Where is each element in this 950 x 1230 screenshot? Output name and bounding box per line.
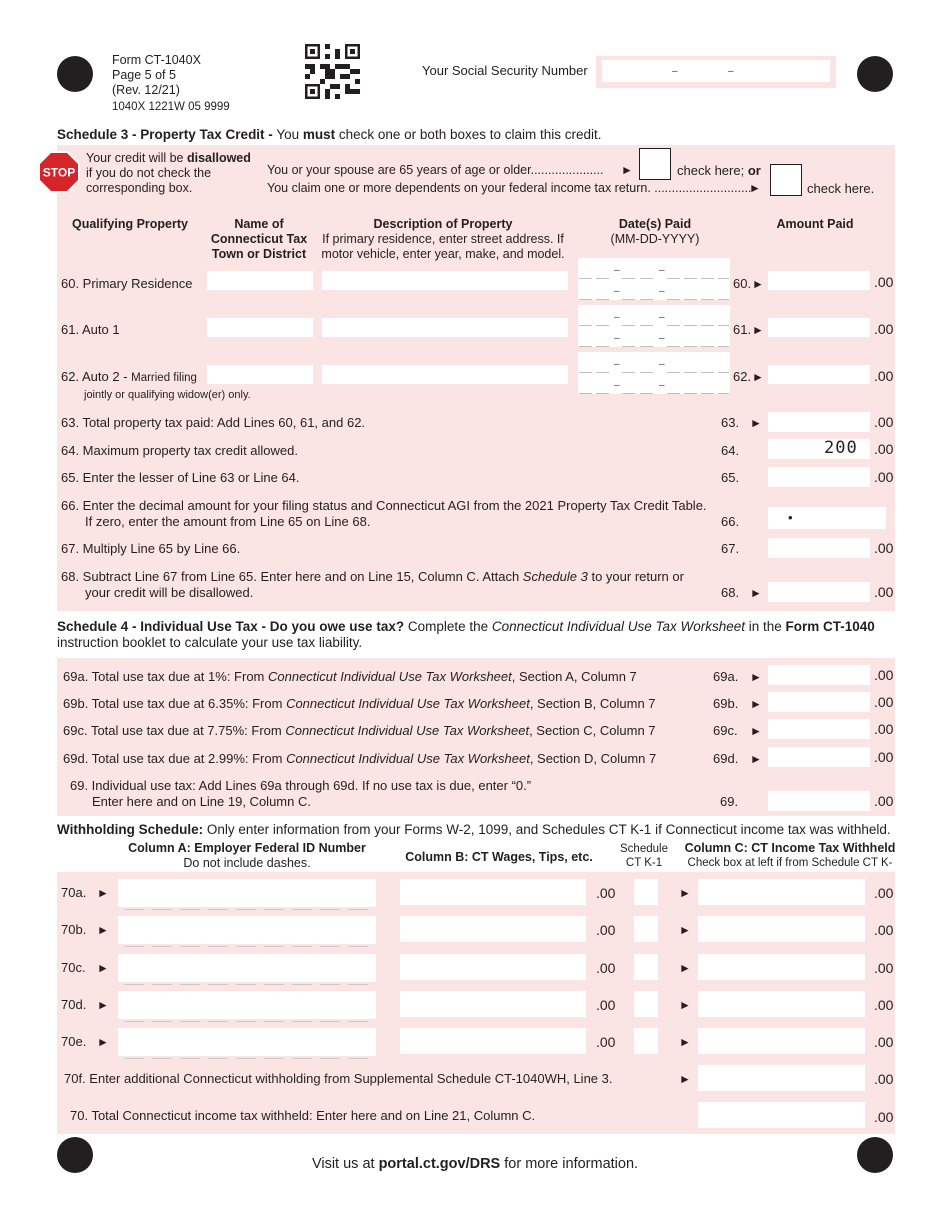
arrow-icon: ► [97,961,109,975]
ssn-separator: – [728,66,734,77]
digit-guide [348,946,368,947]
digit-guide [292,984,312,985]
digit-guide [124,946,144,947]
line-69-label-1: 69. Individual use tax: Add Lines 69a through 69d. If no use tax is due, enter “0.” [70,778,532,793]
line-61-label: 61. Auto 1 [61,322,120,337]
date-digit-guide [596,346,609,347]
line-69d-input[interactable] [768,747,870,767]
digit-guide [124,1058,144,1059]
date-digit-guide [667,393,680,394]
date-separator: – [614,359,620,370]
line-66-ref: 66. [721,514,740,529]
line-70a-wages-input[interactable] [400,879,586,905]
arrow-icon: ► [679,923,691,937]
arrow-icon: ► [750,752,762,766]
line-68-cents: .00 [874,584,894,600]
line-69b-label: 69b. Total use tax due at 6.35%: From Connecticut Individual Use Tax Worksheet, Section B, Column 7 [63,696,656,711]
line-70a-employer-id-input[interactable] [118,879,376,907]
line-69c-ref: 69c. [713,723,738,738]
line-61-town-input[interactable] [207,318,313,337]
date-digit-guide [684,393,697,394]
line-62-cents: .00 [874,368,894,384]
col-c-header: Column C: CT Income Tax Withheld Check box at left if from Schedule CT K- [684,841,896,869]
line-69-cents: .00 [874,793,894,809]
footer-text: Visit us at portal.ct.gov/DRS for more information. [311,1156,639,1172]
check1-after: check here; or [677,163,761,178]
date-digit-guide [701,278,714,279]
date-digit-guide [579,393,592,394]
digit-guide [180,984,200,985]
line-70a-withheld-cents: .00 [874,885,894,901]
col-description: Description of Property If primary residence, enter street address. If motor vehicle, enter year, make, and model. [321,217,565,261]
digit-guide [152,946,172,947]
col-a-header: Column A: Employer Federal ID Number Do not include dashes. [128,841,366,870]
date-digit-guide [667,299,680,300]
line-65-ref: 65. [721,470,740,485]
line-69c-input[interactable] [768,719,870,739]
date-digit-guide [667,372,680,373]
line-70d-k1-checkbox[interactable] [634,991,658,1017]
check2-text: You claim one or more dependents on your federal income tax return. ............................ [267,181,752,195]
footer-link[interactable]: portal.ct.gov/DRS [378,1156,501,1172]
date-digit-guide [596,325,609,326]
date-digit-guide [667,325,680,326]
date-digit-guide [596,372,609,373]
digit-guide [348,909,368,910]
line-70b-k1-checkbox[interactable] [634,916,658,942]
line-68-ref: 68. [721,585,740,600]
digit-guide [320,1021,340,1022]
line-63-input[interactable] [768,412,870,432]
line-69a-input[interactable] [768,665,870,685]
digit-guide [236,1021,256,1022]
line-70c-withheld-input[interactable] [698,954,865,980]
date-digit-guide [684,278,697,279]
line-70-label: 70. Total Connecticut income tax withheld: Enter here and on Line 21, Column C. [70,1108,536,1123]
digit-guide [292,946,312,947]
date-digit-guide [640,372,653,373]
schedule3-title: Schedule 3 - Property Tax Credit - You must check one or both boxes to claim this credit. [57,127,602,142]
line-69d-label: 69d. Total use tax due at 2.99%: From Connecticut Individual Use Tax Worksheet, Section D, Column 7 [63,751,657,766]
line-69c-cents: .00 [874,721,894,737]
col-schedule-k1-header: Schedule CT K-1 [620,843,668,869]
date-digit-guide [701,325,714,326]
arrow-icon: ► [97,886,109,900]
line-70c-k1-checkbox[interactable] [634,954,658,980]
ssn-label: Your Social Security Number [422,63,588,78]
date-digit-guide [701,393,714,394]
line-70-cents: .00 [874,1109,894,1125]
date-digit-guide [622,346,635,347]
line-60-cents: .00 [874,274,894,290]
digit-guide [208,946,228,947]
line-70d-wages-cents: .00 [596,997,616,1013]
stop-warning-line1: Your credit will be disallowed [86,151,251,165]
line-65-input[interactable] [768,467,870,487]
date-digit-guide [684,299,697,300]
date-digit-guide [579,325,592,326]
digit-guide [180,1021,200,1022]
arrow-icon: ► [749,181,761,195]
line-70a-k1-checkbox[interactable] [634,879,658,905]
digit-guide [208,909,228,910]
line-70b-ref: 70b. [61,922,87,937]
line-70c-wages-cents: .00 [596,960,616,976]
line-60-label: 60. Primary Residence [61,276,193,291]
date-digit-guide [718,393,729,394]
line-70-input[interactable] [698,1102,865,1128]
line-62-description-input[interactable] [322,365,568,384]
date-digit-guide [640,325,653,326]
digit-guide [236,1058,256,1059]
line-62-amount-input[interactable] [768,365,870,384]
digit-guide [124,1021,144,1022]
arrow-icon: ► [750,416,762,430]
arrow-icon: ► [679,998,691,1012]
line-60-town-input[interactable] [207,271,313,290]
date-digit-guide [596,299,609,300]
date-digit-guide [684,346,697,347]
page-number: Page 5 of 5 [112,68,176,82]
line-68-label-2: your credit will be disallowed. [85,585,254,600]
line-64-cents: .00 [874,441,894,457]
col-amount-paid: Amount Paid [776,217,854,231]
arrow-icon: ► [750,724,762,738]
line-64-value: 200 [824,438,858,458]
line-63-cents: .00 [874,414,894,430]
date-digit-guide [640,299,653,300]
line-69b-input[interactable] [768,692,870,712]
line-66-label-1: 66. Enter the decimal amount for your filing status and Connecticut AGI from the 2021 Property Tax Credit Table. [61,498,707,513]
line-70b-withheld-cents: .00 [874,922,894,938]
date-separator: – [614,265,620,276]
line-70a-ref: 70a. [61,885,87,900]
form-revision: (Rev. 12/21) [112,83,180,97]
line-70c-ref: 70c. [61,960,86,975]
arrow-icon: ► [750,670,762,684]
col-date-paid: Date(s) Paid (MM-DD-YYYY) [610,217,700,246]
line-63-label: 63. Total property tax paid: Add Lines 60, 61, and 62. [61,415,366,430]
digit-guide [180,1058,200,1059]
digit-guide [152,1058,172,1059]
digit-guide [320,984,340,985]
line-64-label: 64. Maximum property tax credit allowed. [61,443,298,458]
date-separator: – [614,333,620,344]
digit-guide [320,946,340,947]
registration-mark-top-right [857,56,893,92]
decimal-point: • [788,510,793,525]
date-digit-guide [596,278,609,279]
date-digit-guide [579,372,592,373]
line-60-amount-input[interactable] [768,271,870,290]
line-69a-cents: .00 [874,667,894,683]
digit-guide [152,984,172,985]
line-64-ref: 64. [721,443,740,458]
form-code: 1040X 1221W 05 9999 [112,101,230,113]
ssn-input[interactable] [602,60,830,82]
line-62-ref: 62. [733,369,752,384]
line-61-cents: .00 [874,321,894,337]
date-digit-guide [622,393,635,394]
digit-guide [152,909,172,910]
arrow-icon: ► [752,277,764,291]
line-61-date-input[interactable] [578,305,730,347]
digit-guide [348,984,368,985]
date-digit-guide [718,278,729,279]
line-67-input[interactable] [768,538,870,558]
digit-guide [180,946,200,947]
schedule4-subtitle: instruction booklet to calculate your use tax liability. [57,635,363,650]
digit-guide [320,1058,340,1059]
line-69a-label: 69a. Total use tax due at 1%: From Connecticut Individual Use Tax Worksheet, Section A, Column 7 [63,669,637,684]
arrow-icon: ► [679,886,691,900]
form-name: Form CT-1040X [112,53,201,67]
date-digit-guide [667,278,680,279]
line-70c-withheld-cents: .00 [874,960,894,976]
line-70e-employer-id-input[interactable] [118,1028,376,1056]
digit-guide [320,909,340,910]
col-qualifying-property: Qualifying Property [72,217,188,231]
date-digit-guide [684,372,697,373]
line-70d-employer-id-input[interactable] [118,991,376,1019]
digit-guide [208,1021,228,1022]
line-61-amount-input[interactable] [768,318,870,337]
digit-guide [292,1058,312,1059]
date-digit-guide [622,278,635,279]
check1-text: You or your spouse are 65 years of age or older..................... [267,163,604,177]
stop-warning-line2: if you do not check the [86,166,212,180]
line-66-input[interactable] [768,507,886,529]
digit-guide [264,1021,284,1022]
date-digit-guide [701,372,714,373]
line-70e-withheld-input[interactable] [698,1028,865,1054]
digit-guide [208,984,228,985]
col-name-town: Name of Connecticut Tax Town or District [210,217,308,261]
line-70e-withheld-cents: .00 [874,1034,894,1050]
line-69b-ref: 69b. [713,696,739,711]
digit-guide [180,909,200,910]
digit-guide [264,909,284,910]
line-68-input[interactable] [768,582,870,602]
digit-guide [264,984,284,985]
line-69c-label: 69c. Total use tax due at 7.75%: From Connecticut Individual Use Tax Worksheet, Section C, Column 7 [63,723,656,738]
line-68-label-1: 68. Subtract Line 67 from Line 65. Enter here and on Line 15, Column C. Attach Schedule 3 to your return or [61,569,684,584]
date-digit-guide [640,393,653,394]
digit-guide [236,909,256,910]
arrow-icon: ► [679,961,691,975]
line-61-description-input[interactable] [322,318,568,337]
line-67-ref: 67. [721,541,740,556]
checkbox-age-65[interactable] [639,148,671,180]
line-70e-k1-checkbox[interactable] [634,1028,658,1054]
col-b-header: Column B: CT Wages, Tips, etc. [405,850,593,864]
date-separator: – [659,265,665,276]
date-separator: – [614,312,620,323]
date-digit-guide [640,278,653,279]
check2-after: check here. [807,181,875,196]
date-digit-guide [684,325,697,326]
arrow-icon: ► [679,1035,691,1049]
line-69d-cents: .00 [874,749,894,765]
line-70d-ref: 70d. [61,997,87,1012]
date-digit-guide [640,346,653,347]
arrow-icon: ► [679,1072,691,1086]
digit-guide [124,984,144,985]
arrow-icon: ► [97,998,109,1012]
date-separator: – [659,380,665,391]
qr-code-icon [305,44,360,99]
line-60-description-input[interactable] [322,271,568,290]
line-70e-wages-cents: .00 [596,1034,616,1050]
registration-mark-top-left [57,56,93,92]
date-digit-guide [718,372,729,373]
line-70d-withheld-input[interactable] [698,991,865,1017]
arrow-icon: ► [97,923,109,937]
date-digit-guide [596,393,609,394]
date-digit-guide [701,299,714,300]
date-separator: – [659,333,665,344]
line-70c-employer-id-input[interactable] [118,954,376,982]
digit-guide [292,909,312,910]
date-digit-guide [622,372,635,373]
date-separator: – [614,380,620,391]
digit-guide [208,1058,228,1059]
digit-guide [348,1021,368,1022]
date-digit-guide [701,346,714,347]
svg-text:STOP: STOP [42,165,76,180]
digit-guide [264,946,284,947]
date-digit-guide [667,346,680,347]
arrow-icon: ► [752,323,764,337]
line-69d-ref: 69d. [713,751,739,766]
digit-guide [236,946,256,947]
date-digit-guide [718,325,729,326]
line-69a-ref: 69a. [713,669,739,684]
arrow-icon: ► [750,586,762,600]
line-70f-input[interactable] [698,1065,865,1091]
line-70c-wages-input[interactable] [400,954,586,980]
line-70e-wages-input[interactable] [400,1028,586,1054]
date-separator: – [659,359,665,370]
line-67-label: 67. Multiply Line 65 by Line 66. [61,541,241,556]
date-digit-guide [718,346,729,347]
line-69-label-2: Enter here and on Line 19, Column C. [92,794,311,809]
withholding-title: Withholding Schedule: Only enter information from your Forms W-2, 1099, and Schedules CT K-1 if Connecticut income tax was withheld. [57,822,891,837]
line-70b-wages-input[interactable] [400,916,586,942]
date-separator: – [659,312,665,323]
line-70f-label: 70f. Enter additional Connecticut withholding from Supplemental Schedule CT-1040WH, Line 3. [64,1071,613,1086]
line-69b-cents: .00 [874,694,894,710]
line-70d-withheld-cents: .00 [874,997,894,1013]
date-digit-guide [579,346,592,347]
date-digit-guide [579,299,592,300]
line-65-label: 65. Enter the lesser of Line 63 or Line 64. [61,470,300,485]
digit-guide [264,1058,284,1059]
line-70e-ref: 70e. [61,1034,87,1049]
date-digit-guide [718,299,729,300]
line-62-date-input[interactable] [578,352,730,394]
line-70b-wages-cents: .00 [596,922,616,938]
line-67-cents: .00 [874,540,894,556]
arrow-icon: ► [621,163,633,177]
line-70d-wages-input[interactable] [400,991,586,1017]
stop-sign-icon [38,151,80,193]
line-70f-cents: .00 [874,1071,894,1087]
stop-warning-line3: corresponding box. [86,181,193,195]
digit-guide [236,984,256,985]
line-66-label-2: If zero, enter the amount from Line 65 on Line 68. [85,514,371,529]
line-62-town-input[interactable] [207,365,313,384]
date-digit-guide [579,278,592,279]
date-digit-guide [622,299,635,300]
line-65-cents: .00 [874,469,894,485]
date-digit-guide [622,325,635,326]
digit-guide [348,1058,368,1059]
ssn-separator: – [672,66,678,77]
line-60-ref: 60. [733,276,752,291]
line-63-ref: 63. [721,415,740,430]
schedule4-title: Schedule 4 - Individual Use Tax - Do you owe use tax? Complete the Connecticut Individual Use Tax Worksheet in the Form CT-1040 [57,619,875,634]
line-70b-withheld-input[interactable] [698,916,865,942]
line-69-input[interactable] [768,791,870,811]
line-62-note: jointly or qualifying widow(er) only. [84,389,251,401]
line-60-date-input[interactable] [578,258,730,300]
line-61-ref: 61. [733,322,752,337]
date-separator: – [614,286,620,297]
digit-guide [152,1021,172,1022]
digit-guide [292,1021,312,1022]
digit-guide [124,909,144,910]
arrow-icon: ► [752,370,764,384]
line-69-ref: 69. [720,794,739,809]
line-70b-employer-id-input[interactable] [118,916,376,944]
checkbox-dependents[interactable] [770,164,802,196]
arrow-icon: ► [750,697,762,711]
line-70a-withheld-input[interactable] [698,879,865,905]
line-62-label: 62. Auto 2 - Married filing [61,369,197,384]
arrow-icon: ► [97,1035,109,1049]
line-70a-wages-cents: .00 [596,885,616,901]
date-separator: – [659,286,665,297]
